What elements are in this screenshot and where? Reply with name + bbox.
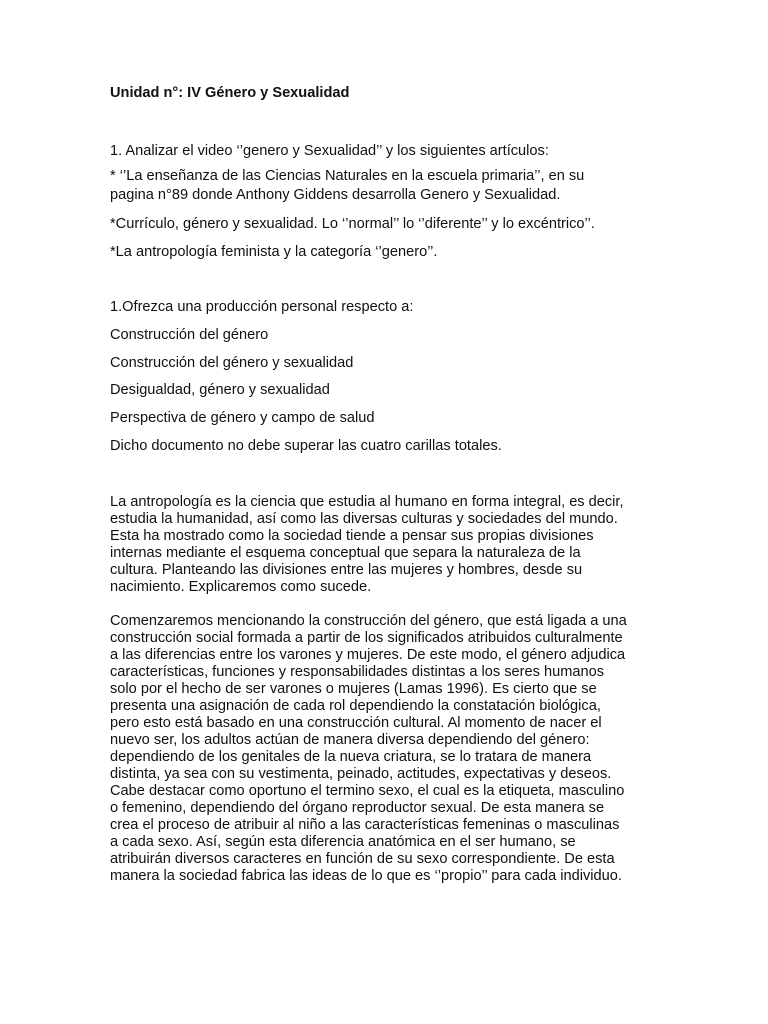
paragraph-line: dependiendo de los genitales de la nueva criatura, se lo tratara de manera [110,749,592,765]
paragraph-line: construcción social formada a partir de los significados atribuidos culturalmente [110,630,623,646]
paragraph-line: Cabe destacar como oportuno el termino sexo, el cual es la etiqueta, masculino [110,783,625,799]
paragraph-line: a cada sexo. Así, según esta diferencia anatómica en el ser humano, se [110,834,576,850]
topic-item: Desigualdad, género y sexualidad [110,382,330,398]
paragraph-line: nacimiento. Explicaremos como sucede. [110,579,372,595]
paragraph-line: Esta ha mostrado como la sociedad tiende a pensar sus propias divisiones [110,528,594,544]
task1-heading: 1. Analizar el video ‘’genero y Sexualidad’’ y los siguientes artículos: [110,143,549,159]
paragraph-line: crea el proceso de atribuir al niño a las características femeninas o masculinas [110,817,620,833]
paragraph-line: distinta, ya sea con su vestimenta, peinado, actitudes, expectativas y deseos. [110,766,612,782]
task2-note: Dicho documento no debe superar las cuatro carillas totales. [110,438,502,454]
document-title: Unidad n°: IV Género y Sexualidad [110,85,350,101]
paragraph-line: nuevo ser, los adultos actúan de manera diversa dependiendo del género: [110,732,590,748]
paragraph-line: presenta una asignación de cada rol dependiendo la constatación biológica, [110,698,601,714]
article2-line: *Currículo, género y sexualidad. Lo ‘’normal’’ lo ‘’diferente’’ y lo excéntrico’’. [110,216,595,232]
paragraph-line: a las diferencias entre los varones y mujeres. De este modo, el género adjudica [110,647,626,663]
topic-item: Perspectiva de género y campo de salud [110,410,375,426]
paragraph-line: manera la sociedad fabrica las ideas de lo que es ‘’propio’’ para cada individuo. [110,868,622,884]
article1-line1: * ‘’La enseñanza de las Ciencias Naturales en la escuela primaria’’, en su [110,168,585,184]
paragraph-antropologia [110,494,658,596]
topic-item: Construcción del género [110,327,269,343]
topic-item: Construcción del género y sexualidad [110,355,354,371]
paragraph-line: Comenzaremos mencionando la construcción del género, que está ligada a una [110,613,627,629]
paragraph-line: estudia la humanidad, así como las diversas culturas y sociedades del mundo. [110,511,618,527]
paragraph-line: características, funciones y responsabilidades distintas a los seres humanos [110,664,605,680]
paragraph-line: solo por el hecho de ser varones o mujeres (Lamas 1996). Es cierto que se [110,681,597,697]
article1-line2: pagina n°89 donde Anthony Giddens desarrolla Genero y Sexualidad. [110,187,561,203]
paragraph-line: internas mediante el esquema conceptual que separa la naturaleza de la [110,545,581,561]
paragraph-line: cultura. Planteando las divisiones entre las mujeres y hombres, desde su [110,562,583,578]
paragraph-construccion-genero [110,613,658,885]
paragraph-line: pero esto está basado en una construcción cultural. Al momento de nacer el [110,715,602,731]
paragraph-line: La antropología es la ciencia que estudia al humano en forma integral, es decir, [110,494,624,510]
article3-line: *La antropología feminista y la categoría ‘’genero’’. [110,244,438,260]
task2-heading: 1.Ofrezca una producción personal respecto a: [110,299,414,315]
paragraph-line: o femenino, dependiendo del órgano reproductor sexual. De esta manera se [110,800,605,816]
paragraph-line: atribuirán diversos caracteres en función de su sexo correspondiente. De esta [110,851,615,867]
